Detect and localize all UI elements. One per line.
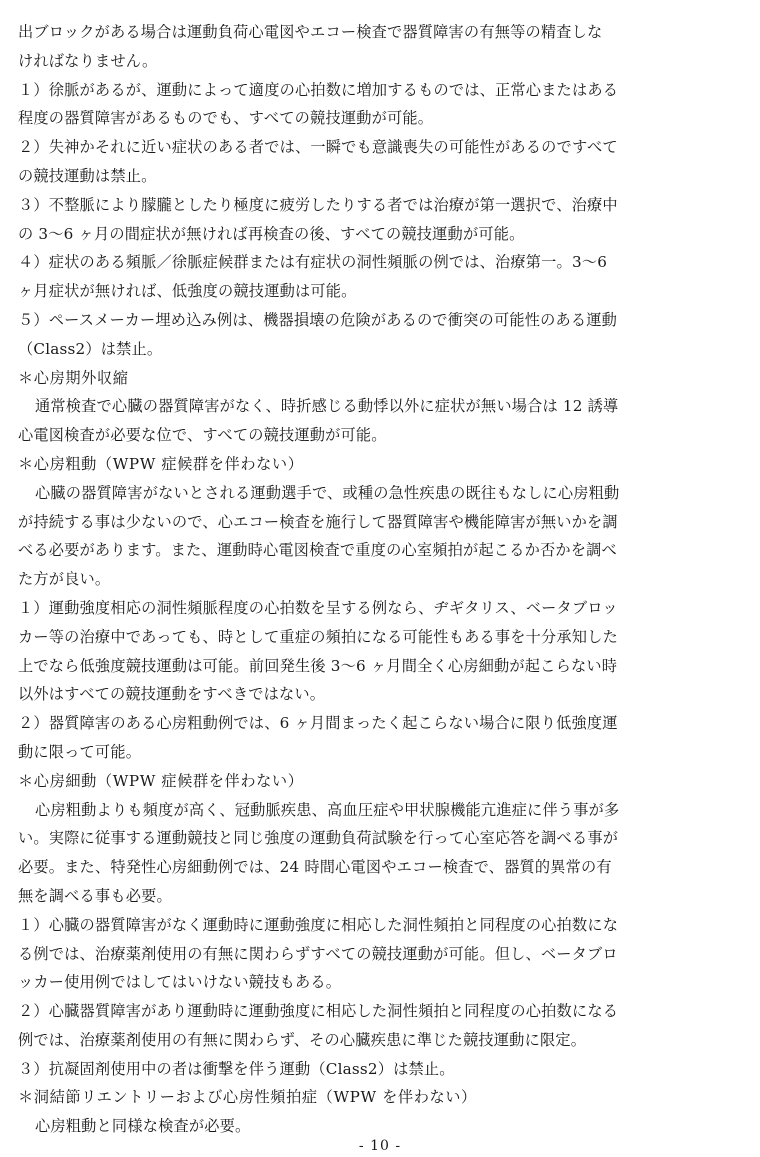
section-heading: ＊洞結節リエントリーおよび心房性頻拍症（WPW を伴わない）: [18, 1088, 477, 1107]
body-line: 程度の器質障害があるものでも、すべての競技運動が可能。: [18, 109, 434, 128]
body-line: ヶ月症状が無ければ、低強度の競技運動は可能。: [18, 282, 357, 301]
body-line: ッカー使用例ではしてはいけない競技もある。: [18, 973, 342, 992]
document-page: [18, 18, 698, 1141]
paragraph-line: 心房粗動よりも頻度が高く、冠動脈疾患、高血圧症や甲状腺機能亢進症に伴う事が多: [35, 800, 620, 819]
section-heading: ＊心房粗動（WPW 症候群を伴わない）: [18, 454, 304, 473]
list-item-line: ２）心臓器質障害があり運動時に運動強度に相応した洞性頻拍と同程度の心拍数になる: [18, 1002, 619, 1021]
paragraph-line: 通常検査で心臓の器質障害がなく、時折感じる動悸以外に症状が無い場合は 12 誘導: [35, 397, 619, 416]
body-line: た方が良い。: [18, 570, 111, 589]
section-heading: ＊心房期外収縮: [18, 368, 129, 387]
body-line: 上でなら低強度競技運動は可能。前回発生後 3〜6 ヶ月間全く心房細動が起こらない時: [18, 656, 618, 675]
list-item-line: ３）抗凝固剤使用中の者は衝撃を伴う運動（Class2）は禁止。: [18, 1059, 455, 1078]
list-item-line: ３）不整脈により朦朧としたり極度に疲労したりする者では治療が第一選択で、治療中: [18, 195, 618, 214]
body-line: （Class2）は禁止。: [18, 339, 163, 358]
section-heading: ＊心房細動（WPW 症候群を伴わない）: [18, 771, 304, 790]
list-item-line: １）心臓の器質障害がなく運動時に運動強度に相応した洞性頻拍と同程度の心拍数にな: [18, 915, 619, 934]
list-item-line: ２）失神かそれに近い症状のある者では、一瞬でも意識喪失の可能性があるのですべて: [18, 138, 618, 157]
body-line: べる必要があります。また、運動時心電図検査で重度の心室頻拍が起こるか否かを調べ: [18, 541, 617, 560]
list-item-line: １）徐脈があるが、運動によって適度の心拍数に増加するものでは、正常心またはある: [18, 80, 619, 99]
body-line: る例では、治療薬剤使用の有無に関わらずすべての競技運動が可能。但し、ベータブロ: [18, 944, 618, 963]
body-line: ければなりません。: [18, 51, 158, 70]
list-item-line: １）運動強度相応の洞性頻脈程度の心拍数を呈する例なら、ヂギタリス、ベータブロッ: [18, 598, 618, 617]
body-line: い。実際に従事する運動競技と同じ強度の運動負荷試験を行って心室応答を調べる事が: [18, 829, 619, 848]
paragraph-line: 心臓の器質障害がないとされる運動選手で、或種の急性疾患の既往もなしに心房粗動: [35, 483, 620, 502]
body-line: 例では、治療薬剤使用の有無に関わらず、その心臓疾患に準じた競技運動に限定。: [18, 1030, 587, 1049]
paragraph-line: 心房粗動と同様な検査が必要。: [35, 1117, 251, 1136]
body-line: 心電図検査が必要な位で、すべての競技運動が可能。: [18, 426, 387, 445]
list-item-line: ５）ペースメーカー埋め込み例は、機器損壊の危険があるので衝突の可能性のある運動: [18, 310, 618, 329]
body-line: 出ブロックがある場合は運動負荷心電図やエコー検査で器質障害の有無等の精査しな: [18, 23, 603, 41]
body-line: 以外はすべての競技運動をすべきではない。: [18, 685, 326, 704]
body-line: 必要。また、特発性心房細動例では、24 時間心電図やエコー検査で、器質的異常の有: [18, 858, 612, 877]
page-number: - 10 -: [358, 1138, 402, 1154]
body-line: の競技運動は禁止。: [18, 166, 157, 185]
list-item-line: ４）症状のある頻脈／徐脈症候群または有症状の洞性頻脈の例では、治療第一。3〜6: [18, 253, 608, 272]
body-line: カー等の治療中であっても、時として重症の頻拍になる可能性もある事を十分承知した: [18, 627, 618, 646]
body-line: 無を調べる事も必要。: [18, 886, 172, 905]
list-item-line: ２）器質障害のある心房粗動例では、6 ヶ月間まったく起こらない場合に限り低強度運: [18, 714, 618, 733]
body-line: が持続する事は少ないので、心エコー検査を施行して器質障害や機能障害が無いかを調: [18, 512, 618, 531]
body-line: の 3〜6 ヶ月の間症状が無ければ再検査の後、すべての競技運動が可能。: [18, 224, 525, 243]
body-line: 動に限って可能。: [18, 742, 142, 761]
